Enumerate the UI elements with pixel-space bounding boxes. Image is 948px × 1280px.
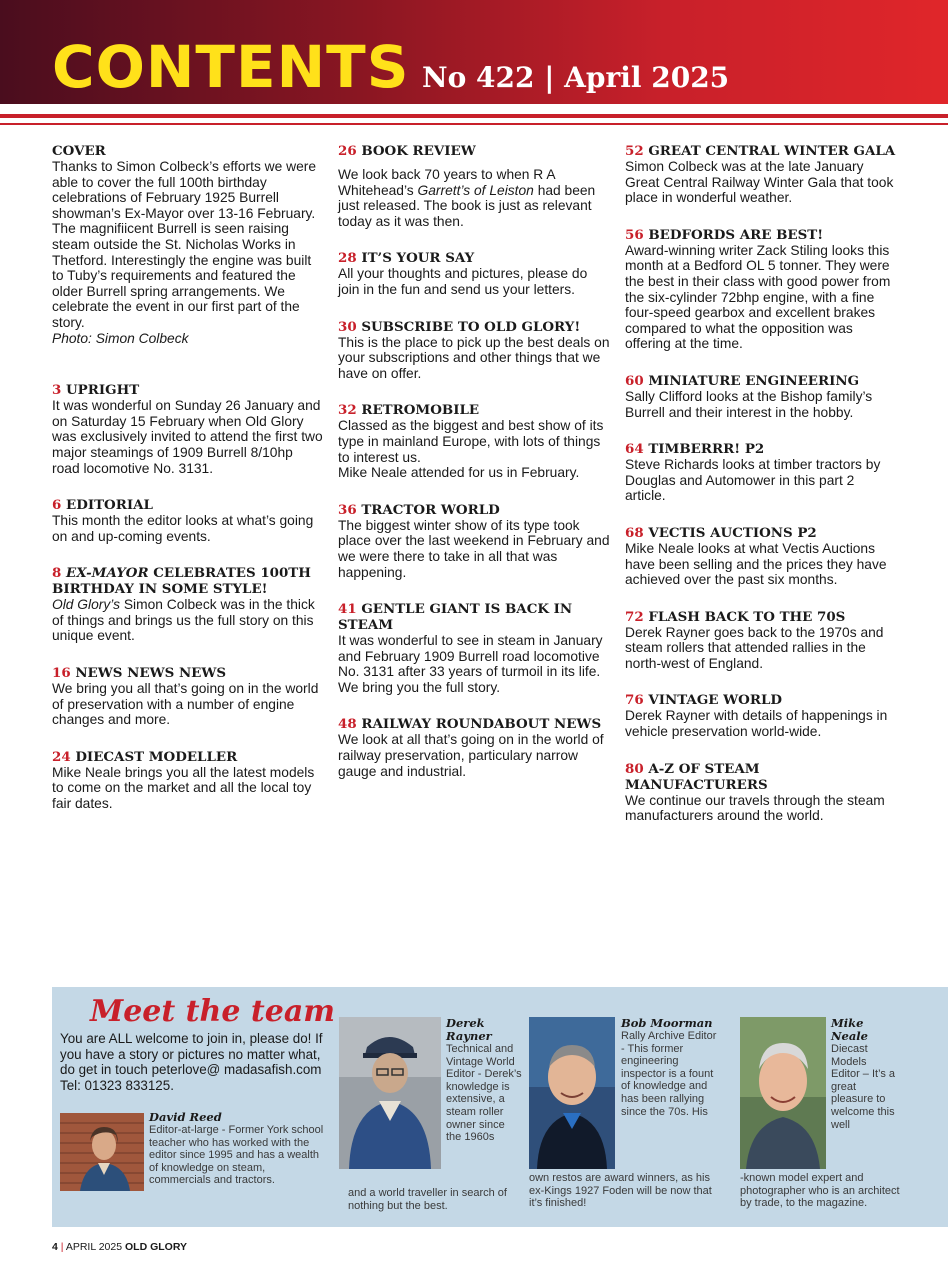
- member-name: Bob Moorman: [621, 1016, 713, 1030]
- entry-title: 8 EX-MAYOR CELEBRATES 100TH BIRTHDAY IN SOME STYLE!: [52, 565, 311, 598]
- contents-entry: [52, 497, 324, 544]
- page-number: 56: [625, 226, 644, 243]
- entry-text: This month the editor looks at what’s going on and up-coming events.: [52, 513, 314, 544]
- page-number: 26: [338, 143, 357, 159]
- member-name: David Reed: [149, 1110, 222, 1124]
- page-number: 16: [52, 665, 71, 682]
- entry-text: Simon Colbeck was at the late January Great Central Railway Winter Gala that took place in wonderful weather.: [625, 159, 894, 206]
- david-reed-bio: [149, 1111, 329, 1187]
- member-text-continued: -known model expert and photographer who is an architect by trade, to the magazine.: [740, 1172, 900, 1210]
- entry-title: 28 IT’S YOUR SAY: [338, 250, 475, 267]
- contents-entry: [625, 525, 897, 588]
- header-rule-thin: [0, 123, 948, 125]
- page-number: 48: [338, 716, 357, 733]
- page-number: 72: [625, 608, 644, 625]
- contents-entry: [625, 373, 897, 420]
- entry-title: 3 UPRIGHT: [52, 382, 140, 399]
- footer-magazine: OLD GLORY: [124, 1241, 188, 1253]
- contents-entry: [52, 749, 324, 812]
- entry-title: 24 DIECAST MODELLER: [52, 748, 238, 765]
- entry-text: We look back 70 years to when R A Whitehead’s Garrett’s of Leiston had been just released. The book is just as relevant today as it was then.: [338, 167, 596, 229]
- derek-rayner-bio: [446, 1017, 522, 1144]
- contents-entry: [338, 716, 610, 779]
- member-text: Editor-at-large - Former York school teacher who has worked with the editor since 1995 and has a wealth of knowledge on steam, commercials and tractors.: [149, 1124, 324, 1187]
- contents-entry: [625, 143, 897, 206]
- contents-entry: [625, 441, 897, 504]
- contents-column-1: [52, 143, 324, 833]
- page-number: 30: [338, 318, 357, 335]
- page-number: 36: [338, 501, 357, 518]
- entry-title: 36 TRACTOR WORLD: [338, 501, 500, 518]
- header-banner: [0, 0, 948, 104]
- entry-text: This is the place to pick up the best deals on your subscriptions and other things that we have on offer.: [338, 334, 610, 381]
- meet-the-team-panel: [52, 987, 948, 1227]
- contents-entry: [52, 382, 324, 476]
- contents-entry: [52, 665, 324, 728]
- page-title: CONTENTS: [52, 33, 410, 101]
- entry-title: 80 A-Z OF STEAM MANUFACTURERS: [625, 760, 768, 793]
- contents-column-3: [625, 143, 897, 845]
- entry-text: Steve Richards looks at timber tractors by Douglas and Automower in this part 2 article.: [625, 457, 881, 504]
- entry-text: Derek Rayner with details of happenings in vehicle preservation world-wide.: [625, 708, 888, 740]
- issue-label: No 422 | April 2025: [422, 61, 730, 94]
- entry-text: Mike Neale attended for us in February.: [338, 465, 580, 481]
- contents-entry: [338, 601, 610, 695]
- contents-entry: [338, 402, 610, 480]
- contents-entry: [338, 250, 610, 297]
- entry-text: Derek Rayner goes back to the 1970s and steam rollers that attended rallies in the north-west of England.: [625, 624, 884, 671]
- entry-title: 41 GENTLE GIANT IS BACK IN STEAM: [338, 601, 573, 634]
- entry-text: Classed as the biggest and best show of its type in mainland Europe, with lots of things to interest us.: [338, 418, 604, 465]
- page-number: 52: [625, 143, 644, 159]
- contents-entry: [625, 227, 897, 352]
- david-reed-photo: [60, 1113, 144, 1191]
- entry-title: 64 TIMBERRR! P2: [625, 441, 765, 458]
- entry-title: 26 BOOK REVIEW: [338, 143, 476, 159]
- member-text-continued: own restos are award winners, as his ex-Kings 1927 Foden will be now that it’s finished!: [529, 1172, 712, 1210]
- contents-entry: [625, 692, 897, 739]
- member-name: Mike Neale: [831, 1016, 868, 1043]
- page-number: 76: [625, 692, 644, 709]
- entry-text: All your thoughts and pictures, please do join in the fun and send us your letters.: [338, 266, 588, 297]
- mike-neale-photo: [740, 1017, 826, 1169]
- page-number: 6: [52, 497, 62, 514]
- contents-entry: [338, 502, 610, 580]
- entry-text: Sally Clifford looks at the Bishop family’s Burrell and their interest in the hobby.: [625, 388, 873, 420]
- member-text: Technical and Vintage World Editor - Derek’s knowledge is extensive, a steam roller owner since the 1960s: [446, 1043, 522, 1144]
- photo-credit: Photo: Simon Colbeck: [52, 330, 189, 346]
- entry-text: We look at all that’s going on in the world of railway preservation, particulary narrow gauge and industrial.: [338, 732, 604, 779]
- page-number: 60: [625, 372, 644, 389]
- entry-text: We bring you all that’s going on in the world of preservation with a number of engine changes and more.: [52, 681, 319, 728]
- entry-text: Mike Neale looks at what Vectis Auctions have been selling and the prices they have achieved over the past six months.: [625, 540, 887, 588]
- contents-entry: [52, 565, 324, 644]
- derek-rayner-photo: [339, 1017, 441, 1169]
- footer-separator: |: [57, 1241, 66, 1253]
- contents-entry: [338, 143, 610, 229]
- member-name: Derek Rayner: [446, 1016, 492, 1043]
- entry-title: COVER: [52, 143, 106, 159]
- entry-title: 60 MINIATURE ENGINEERING: [625, 372, 860, 389]
- entry-text: Mike Neale brings you all the latest models to come on the market and all the local toy fair dates.: [52, 764, 315, 812]
- page-number: 80: [625, 760, 644, 777]
- contents-entry-cover: [52, 143, 324, 346]
- team-intro: You are ALL welcome to join in, please do! If you have a story or pictures no matter what, do get in touch peterlove@ madasafish.com Tel: 01323 833125.: [60, 1031, 323, 1093]
- page-number: 3: [52, 382, 62, 399]
- entry-title: 76 VINTAGE WORLD: [625, 692, 782, 709]
- header-rule-thick: [0, 114, 948, 118]
- entry-title: 72 FLASH BACK TO THE 70S: [625, 608, 846, 625]
- page-number: 68: [625, 524, 644, 541]
- page-number: 64: [625, 441, 644, 458]
- page-number: 32: [338, 402, 357, 419]
- entry-text: We continue our travels through the steam manufacturers around the world.: [625, 792, 885, 824]
- member-text-continued: and a world traveller in search of nothing but the best.: [348, 1187, 507, 1212]
- page-number: 41: [338, 601, 357, 618]
- entry-text: Thanks to Simon Colbeck’s efforts we were able to cover the full 100th birthday celebrations of February 1925 Burrell showman’s Ex-Mayor over 13-16 February. The magnifiicent Burrell is seen raising steam outside the St. Nicholas Works in Thetford. Interestingly the engine was built to Tuby’s requirements and featured the older Burrell spring arrangements. We celebrate the event in our first part of the story.: [52, 159, 317, 330]
- contents-column-2: [338, 143, 610, 800]
- entry-title: 52 GREAT CENTRAL WINTER GALA: [625, 143, 896, 159]
- contents-entry: [338, 319, 610, 382]
- page-footer: [52, 1240, 187, 1254]
- entry-text: The biggest winter show of its type took place over the last weekend in February and we were there to take in all that was happening.: [338, 517, 610, 580]
- page-number: 24: [52, 748, 71, 765]
- team-heading: Meet the team: [90, 994, 336, 1029]
- member-text: Rally Archive Editor - This former engineering inspector is a fount of knowledge and has been rallying since the 70s. His: [621, 1030, 717, 1118]
- member-text: Diecast Models Editor – It’s a great pleasure to welcome this well: [831, 1043, 895, 1131]
- entry-text: It was wonderful on Sunday 26 January and on Saturday 15 February when Old Glory was exclusively invited to attend the first two major steamings of 1909 Burrell 8/10hp road locomotive No. 3131.: [52, 398, 323, 476]
- mike-neale-bio: [831, 1017, 897, 1131]
- entry-title: 48 RAILWAY ROUNDABOUT NEWS: [338, 716, 602, 733]
- entry-title: 16 NEWS NEWS NEWS: [52, 665, 227, 682]
- footer-page-number: 4: [52, 1241, 58, 1253]
- entry-title: 56 BEDFORDS ARE BEST!: [625, 226, 824, 243]
- page-number: 8: [52, 565, 62, 582]
- entry-title: 68 VECTIS AUCTIONS P2: [625, 524, 817, 541]
- entry-title: 32 RETROMOBILE: [338, 402, 480, 419]
- bob-moorman-bio: [621, 1017, 721, 1118]
- contents-entry: [625, 609, 897, 672]
- contents-entry: [625, 761, 897, 824]
- entry-title: 6 EDITORIAL: [52, 497, 153, 514]
- bob-moorman-photo: [529, 1017, 615, 1169]
- page-number: 28: [338, 250, 357, 267]
- entry-text: Old Glory’s Simon Colbeck was in the thick of things and brings us the full story on this unique event.: [52, 597, 315, 644]
- footer-date: APRIL 2025: [65, 1241, 123, 1253]
- entry-text: Award-winning writer Zack Stiling looks this month at a Bedford OL 5 tonner. They were the best in their class with good power from the six-cylinder 72bhp engine, with a fine four-speed gearbox and excellent brakes compared to what the opposition was offering at the time.: [625, 242, 891, 352]
- entry-text: It was wonderful to see in steam in January and February 1909 Burrell road locomotive No. 3131 after 33 years of turmoil in its life. We bring you the full story.: [338, 633, 603, 695]
- entry-title: 30 SUBSCRIBE TO OLD GLORY!: [338, 318, 581, 335]
